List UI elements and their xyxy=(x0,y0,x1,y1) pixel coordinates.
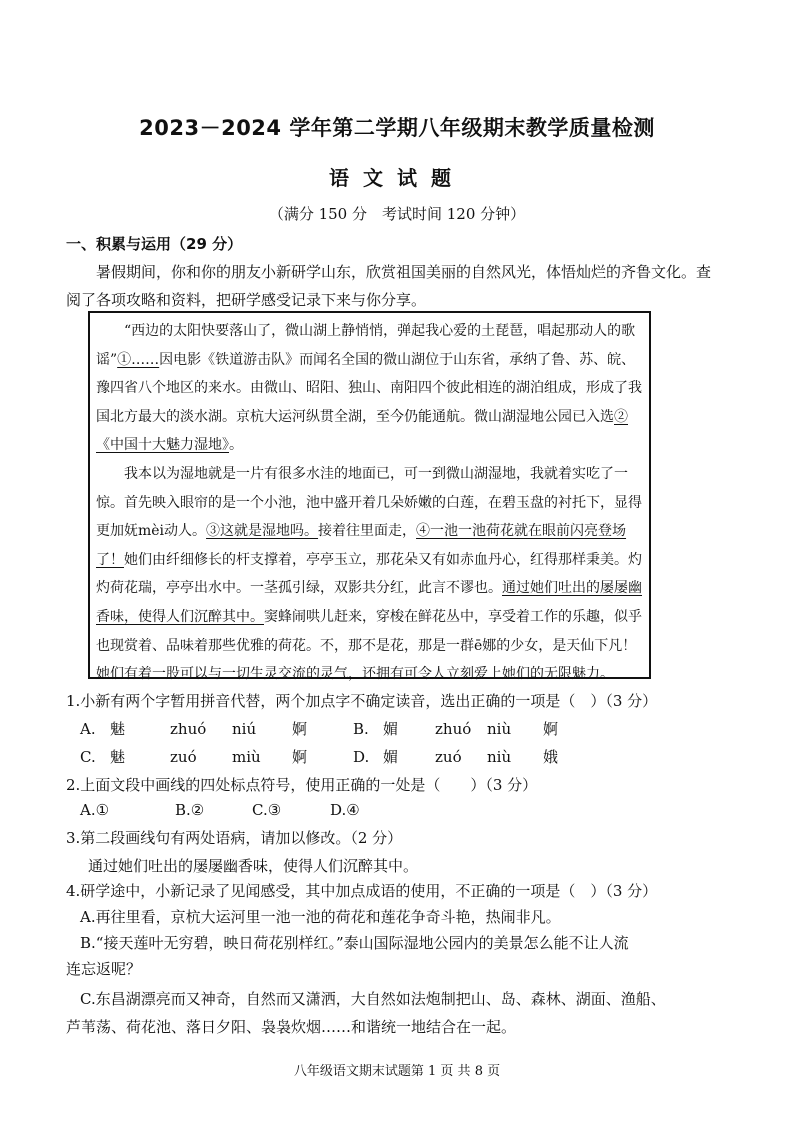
option-char: 媚 xyxy=(383,720,399,738)
q2-option-c: C.③ xyxy=(252,801,282,819)
exam-title: 2023－2024 学年第二学期八年级期末教学质量检测 xyxy=(139,116,655,140)
option-letter: B. xyxy=(353,720,369,738)
reading-passage xyxy=(96,317,644,689)
passage-text: 。 xyxy=(229,437,243,454)
option-pinyin: zuó xyxy=(435,748,462,766)
question-3-stem: 3.第二段画线句有两处语病，请加以修改。（2 分） xyxy=(66,829,403,847)
option-char: 娥 xyxy=(543,748,559,766)
q4-option-c-line2: 芦苇荡、荷花池、落日夕阳、袅袅炊烟……和谐统一地结合在一起。 xyxy=(66,1018,517,1036)
passage-text: 我本以为湿地就是一片有很多水洼的地面已，可一到微山湖湿地，我就着实吃了一惊。首先映入眼帘的是一个小池，池中盛开着几朵娇嫩的白莲，在碧玉盘的衬托下，显得更加妩mèi动人。 xyxy=(96,465,642,540)
question-2-stem: 2.上面文段中画线的四处标点符号，使用正确的一处是（ ）（3 分） xyxy=(66,776,538,794)
option-char: 婀 xyxy=(292,720,308,738)
reading-passage-box xyxy=(88,311,651,683)
q2-option-b: B.② xyxy=(175,801,205,819)
option-char: 婀 xyxy=(292,748,308,766)
q1-option-d xyxy=(353,746,558,767)
question-4-stem: 4.研学途中，小新记录了见闻感受，其中加点成语的使用，不正确的一项是（ ）（3 分） xyxy=(66,882,658,900)
option-pinyin: niú xyxy=(232,720,257,738)
q3-sentence: 通过她们吐出的屡屡幽香味，使得人们沉醉其中。 xyxy=(88,857,419,875)
q4-option-a: A.再往里看，京杭大运河里一池一池的荷花和莲花争奇斗艳，热闹非凡。 xyxy=(80,908,561,926)
underlined-punctuation-3: ③这就是湿地吗。 xyxy=(206,523,319,540)
option-letter: C. xyxy=(80,748,96,766)
option-char: 媚 xyxy=(383,748,399,766)
passage-text: 窦蜂闹哄儿赶来，穿梭在鲜花丛中，享受着工作的乐趣，似乎也现赏着、品味着那些优雅的荷花。不，那不是花，那是一群ē娜的少女，是天仙下凡！她们有着一股可以与一切生灵交流的灵气，还拥有可令人立刻爱上她们的无限魅力。 xyxy=(96,608,642,683)
option-pinyin: niù xyxy=(487,748,512,766)
q4-option-b-line1: B.“接天莲叶无穷碧，映日荷花别样红。”泰山国际湿地公园内的美景怎么能不让人流 xyxy=(80,934,629,952)
option-char: 婀 xyxy=(543,720,559,738)
q1-option-a xyxy=(80,718,307,739)
underlined-sick-sentence: 通过她们吐出的屡屡幽香味，使得人们沉醉其中。 xyxy=(96,580,642,625)
passage-text: 她们由纤细修长的杆支撑着，亭亭玉立，那花朵又有如赤血丹心，红得那样秉美。灼灼荷花瑞，亭亭出水中。一茎孤引绿，双影共分红，此言不谬也。 xyxy=(96,551,642,597)
q4-option-c-line1: C.东昌湖漂亮而又神奇，自然而又潇洒，大自然如法炮制把山、岛、森林、湖面、渔船、 xyxy=(80,990,666,1008)
q1-option-c xyxy=(80,746,307,767)
q2-option-a: A.① xyxy=(80,801,110,819)
passage-text: 因电影《铁道游击队》而闻名全国的微山湖位于山东省，承纳了鲁、苏、皖、豫四省八个地区的来水。由微山、昭阳、独山、南阳四个彼此相连的湖泊组成，形成了我国北方最大的淡水湖。京杭大运河纵贯全湖，至今仍能通航。微山湖湿地公园已入选 xyxy=(96,351,642,425)
underlined-punctuation-4: ④一池一池荷花就在眼前闪亮登场了！ xyxy=(96,523,627,568)
subject-title: 语文试题 xyxy=(329,166,465,190)
section-heading: 一、积累与运用（29 分） xyxy=(66,235,243,253)
section-intro: 暑假期间，你和你的朋友小新研学山东，欣赏祖国美丽的自然风光，体悟灿烂的齐鲁文化。查阅了各项攻略和资料，把研学感受记录下来与你分享。 xyxy=(66,263,712,309)
option-pinyin: zuó xyxy=(170,748,197,766)
passage-text: 接着往里面走， xyxy=(318,523,417,540)
option-pinyin: miù xyxy=(232,748,261,766)
option-letter: D. xyxy=(353,748,370,766)
option-pinyin: zhuó xyxy=(435,720,472,738)
underlined-punctuation-2: ②《中国十大魅力湿地》 xyxy=(96,408,628,454)
option-pinyin: niù xyxy=(487,720,512,738)
passage-paragraph-1 xyxy=(96,317,644,460)
underlined-punctuation-1: ①…… xyxy=(117,351,160,368)
passage-paragraph-2 xyxy=(96,460,644,689)
q2-option-d: D.④ xyxy=(330,801,360,819)
score-time-info: （满分 150 分 考试时间 120 分钟） xyxy=(268,205,526,223)
option-char: 魅 xyxy=(110,748,126,766)
page-footer: 八年级语文期末试题第 1 页 共 8 页 xyxy=(293,1064,501,1079)
question-1-stem: 1.小新有两个字暂用拼音代替，两个加点字不确定读音，选出正确的一项是（ ）（3 分） xyxy=(66,692,658,710)
option-char: 魅 xyxy=(110,720,126,738)
q1-option-b xyxy=(353,718,558,739)
q4-option-b-line2: 连忘返呢？ xyxy=(66,960,142,978)
option-pinyin: zhuó xyxy=(170,720,207,738)
passage-text: “西边的太阳快要落山了，微山湖上静悄悄，弹起我心爱的土琵琶，唱起那动人的歌谣” xyxy=(96,323,636,368)
option-letter: A. xyxy=(80,720,96,738)
